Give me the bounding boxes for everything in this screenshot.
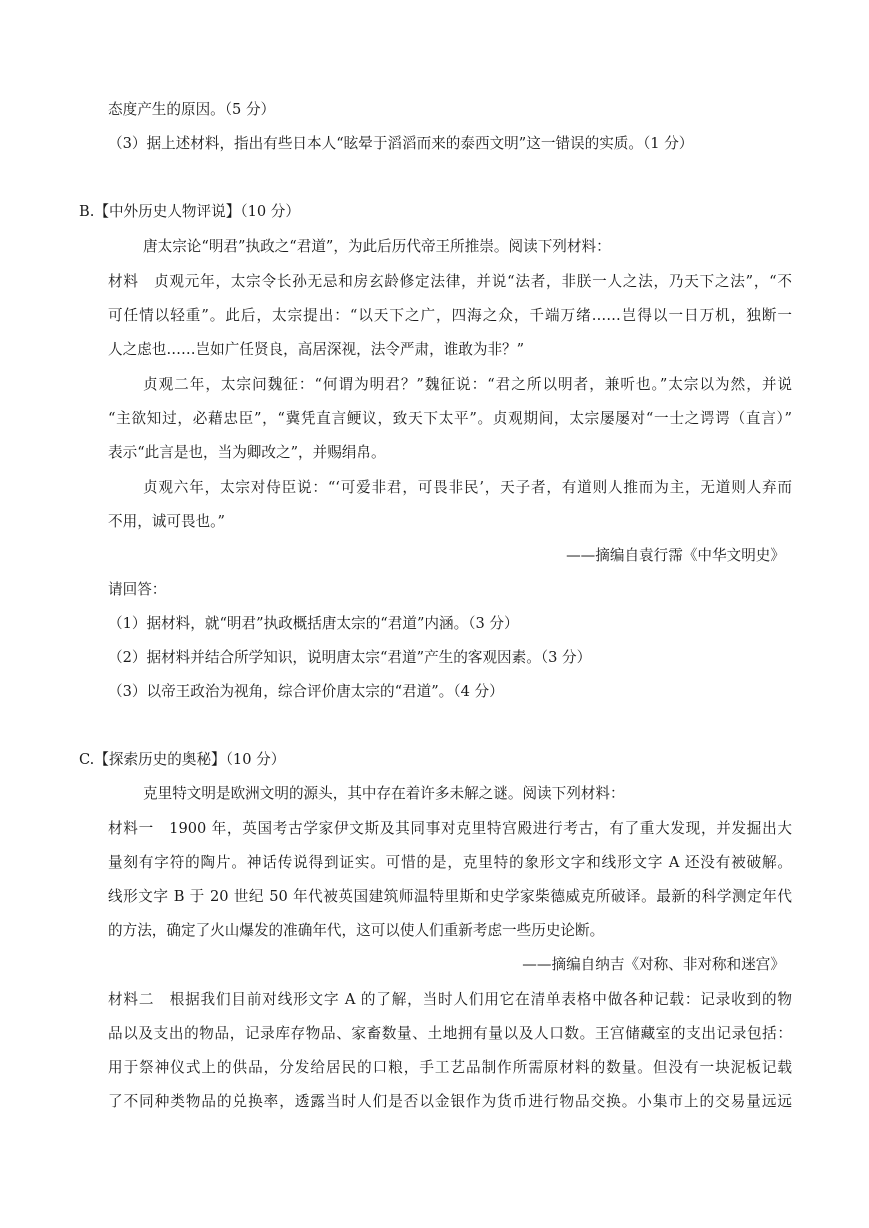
part-b-para2-line: “主欲知过，必藉忠臣”，“冀凭直言鲠议，致天下太平”。贞观期间，太宗屡屡对“一士之谔谔（直言）” xyxy=(108,410,792,427)
part-c-source-1: ——摘编自纳吉《对称、非对称和迷宫》 xyxy=(522,956,785,973)
part-c-material2-line: 用于祭神仪式上的供品，分发给居民的口粮，手工艺品制作所需原材料的数量。但没有一块泥板记载 xyxy=(108,1059,792,1076)
part-b-question-2: （2）据材料并结合所学知识，说明唐太宗“君道”产生的客观因素。（3 分） xyxy=(108,649,592,666)
part-b-intro: 唐太宗论“明君”执政之“君道”，为此后历代帝王所推崇。阅读下列材料： xyxy=(143,238,611,255)
part-b-para2-line: 表示“此言是也，当为卿改之”，并赐绢帛。 xyxy=(108,444,386,461)
part-c-material2-line: 了不同种类物品的兑换率，透露当时人们是否以金银作为货币进行物品交换。小集市上的交易量远远 xyxy=(108,1093,792,1110)
part-c-material2-line: 材料二 根据我们目前对线形文字 A 的了解，当时人们用它在清单表格中做各种记载：记录收到的物 xyxy=(108,991,792,1008)
part-b-source: ——摘编自袁行霈《中华文明史》 xyxy=(566,547,785,564)
part-c-material1-line: 线形文字 B 于 20 世纪 50 年代被英国建筑师温特里斯和史学家柴德威克所破译。最新的科学测定年代 xyxy=(108,888,792,905)
part-b-para3-line: 贞观六年，太宗对侍臣说：“‘可爱非君，可畏非民’，天子者，有道则人推而为主，无道则人弃而 xyxy=(143,479,792,496)
part-b-para2-line: 贞观二年，太宗问魏征：“何谓为明君？”魏征说：“君之所以明者，兼听也。”太宗以为然，并说 xyxy=(143,376,792,393)
part-c-material1-line: 量刻有字符的陶片。神话传说得到证实。可惜的是，克里特的象形文字和线形文字 A 还没有被破解。 xyxy=(108,854,792,871)
part-b-prompt: 请回答： xyxy=(108,581,167,598)
part-c-material1-line: 的方法，确定了火山爆发的准确年代，这可以使人们重新考虑一些历史论断。 xyxy=(108,922,605,939)
part-c-title: C.【探索历史的奥秘】（10 分） xyxy=(79,751,286,768)
part-a-continuation: 态度产生的原因。（5 分） xyxy=(108,101,276,118)
part-b-material-line: 可任情以轻重”。此后，太宗提出：“以天下之广，四海之众，千端万绪……岂得以一日万机，独断一 xyxy=(108,307,792,324)
part-b-para3-line: 不用，诚可畏也。” xyxy=(108,513,225,530)
part-b-material-line: 材料 贞观元年，太宗令长孙无忌和房玄龄修定法律，并说“法者，非朕一人之法，乃天下之法”，“不 xyxy=(108,273,792,290)
part-c-intro: 克里特文明是欧洲文明的源头，其中存在着许多未解之谜。阅读下列材料： xyxy=(143,785,625,802)
part-b-material-line: 人之虑也……岂如广任贤良，高居深视，法令严肃，谁敢为非？” xyxy=(108,341,525,358)
part-b-question-3: （3）以帝王政治为视角，综合评价唐太宗的“君道”。（4 分） xyxy=(108,683,504,700)
part-c-material1-line: 材料一 1900 年，英国考古学家伊文斯及其同事对克里特宫殿进行考古，有了重大发现，并发掘出大 xyxy=(108,820,792,837)
part-b-question-1: （1）据材料，就“明君”执政概括唐太宗的“君道”内涵。（3 分） xyxy=(108,615,519,632)
part-b-title: B.【中外历史人物评说】（10 分） xyxy=(79,203,300,220)
part-a-question-3: （3）据上述材料，指出有些日本人“眩晕于滔滔而来的泰西文明”这一错误的实质。（1 分） xyxy=(108,135,694,152)
part-c-material2-line: 品以及支出的物品，记录库存物品、家畜数量、土地拥有量以及人口数。王宫储藏室的支出记录包括： xyxy=(108,1025,792,1042)
